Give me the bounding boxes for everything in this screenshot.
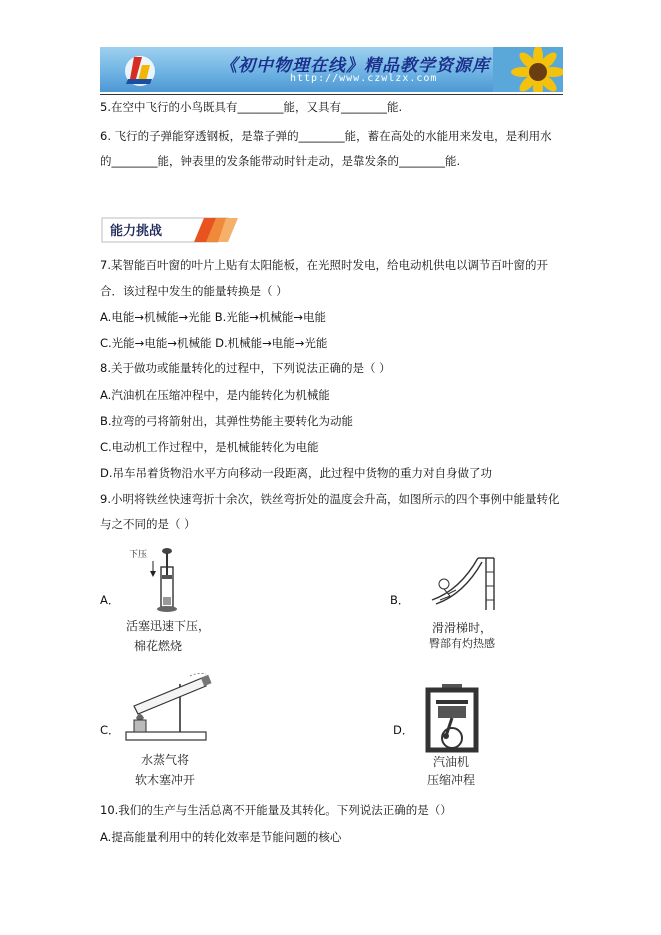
- header-banner: [100, 47, 563, 92]
- steam-cork-figure: [120, 672, 220, 748]
- figure-b-label: B．: [390, 593, 410, 607]
- engine-cylinder-figure: [418, 684, 488, 756]
- question-9-line-2: 与之不同的是（ ）: [100, 517, 196, 531]
- figure-a-caption-1: 活塞迅速下压，: [125, 619, 210, 633]
- figure-d-caption-2: 压缩冲程: [426, 773, 475, 787]
- figure-d-label: D．: [393, 723, 414, 737]
- question-9-line-1: 9.小明将铁丝快速弯折十余次，铁丝弯折处的温度会升高，如图所示的四个事例中能量转化: [100, 492, 560, 506]
- question-7-line-1: 7.某智能百叶窗的叶片上贴有太阳能板，在光照时发电，给电动机供电以调节百叶窗的开: [100, 258, 548, 272]
- question-8-option-b: B.拉弯的弓将箭射出，其弹性势能主要转化为动能: [100, 414, 354, 428]
- figure-a-caption-2: 棉花燃烧: [133, 639, 182, 653]
- figure-a-arrow-text: 下压: [129, 550, 148, 560]
- header-rule: [100, 94, 563, 95]
- banner-title: 《初中物理在线》精品教学资源库: [220, 56, 490, 76]
- question-7-options-cd: C.光能→电能→机械能 D.机械能→电能→光能: [100, 336, 328, 350]
- question-8-option-a: A.汽油机在压缩冲程中，是内能转化为机械能: [100, 388, 330, 402]
- question-6-line-2: 的________能，钟表里的发条能带动时针走动，是靠发条的________能.: [100, 154, 461, 168]
- question-8-option-d: D.吊车吊着货物沿水平方向移动一段距离，此过程中货物的重力对自身做了功: [100, 466, 493, 480]
- question-8-stem: 8.关于做功或能量转化的过程中，下列说法正确的是（ ）: [100, 361, 391, 375]
- sunflower-icon: [493, 47, 563, 92]
- figure-b-caption-1: 滑滑梯时，: [431, 621, 492, 635]
- question-6-line-1: 6. 飞行的子弹能穿透钢板，是靠子弹的________能，蓄在高处的水能用来发电，是利用水: [100, 129, 552, 143]
- section-tag: [100, 214, 238, 244]
- question-5: 5.在空中飞行的小鸟既具有________能，又具有________能.: [100, 100, 403, 114]
- question-7-line-2: 合．该过程中发生的能量转换是（ ）: [100, 284, 288, 298]
- section-tag-label: 能力挑战: [110, 224, 163, 239]
- question-10-stem: 10.我们的生产与生活总离不开能量及其转化。下列说法正确的是（）: [100, 803, 452, 817]
- slide-figure: [420, 550, 500, 618]
- piston-cylinder-figure: [125, 545, 205, 615]
- banner-url: http://www.czwlzx.com: [290, 73, 438, 84]
- figure-a-label: A．: [100, 593, 120, 607]
- figure-d-caption-1: 汽油机: [432, 755, 469, 769]
- figure-b-caption-2: 臀部有灼热感: [429, 637, 495, 650]
- question-8-option-c: C.电动机工作过程中，是机械能转化为电能: [100, 440, 319, 454]
- question-7-options-ab: A.电能→机械能→光能 B.光能→机械能→电能: [100, 310, 327, 324]
- question-10-option-a: A.提高能量利用中的转化效率是节能问题的核心: [100, 830, 342, 844]
- figure-c-caption-2: 软木塞冲开: [134, 773, 195, 787]
- figure-c-caption-1: 水蒸气将: [140, 753, 189, 767]
- site-logo-icon: [120, 49, 160, 89]
- figure-c-label: C．: [100, 723, 120, 737]
